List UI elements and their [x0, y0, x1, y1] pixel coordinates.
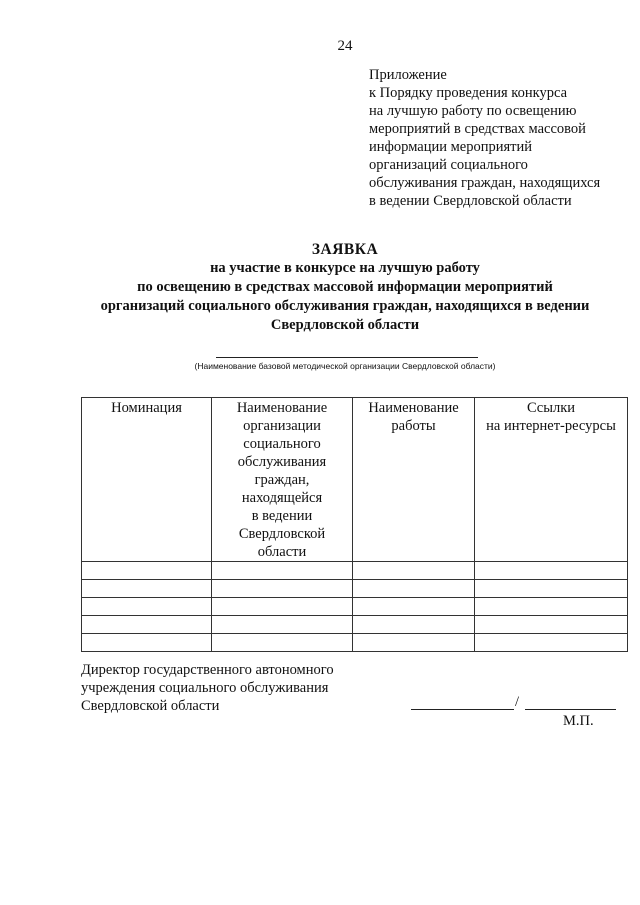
table-cell[interactable]	[82, 616, 212, 634]
signature-separator: /	[515, 694, 520, 710]
signature-line[interactable]	[411, 709, 514, 710]
table-cell[interactable]	[475, 634, 628, 652]
organization-name-caption: (Наименование базовой методической организации Свердловской области)	[194, 361, 496, 371]
director-line: Директор государственного автономного	[81, 662, 334, 678]
table-cell[interactable]	[475, 580, 628, 598]
appendix-line: в ведении Свердловской области	[369, 193, 572, 209]
table-cell[interactable]	[82, 562, 212, 580]
table-cell[interactable]	[475, 598, 628, 616]
organization-name-line[interactable]	[216, 357, 478, 358]
table-cell[interactable]	[353, 598, 475, 616]
director-line: Свердловской области	[81, 698, 220, 714]
seal-mark: М.П.	[563, 713, 594, 729]
appendix-note	[369, 66, 629, 210]
table-cell[interactable]	[212, 598, 353, 616]
table-cell[interactable]	[212, 616, 353, 634]
table-header-row	[82, 398, 628, 562]
table-row	[82, 598, 628, 616]
table-row	[82, 616, 628, 634]
signature-name-line[interactable]	[525, 709, 616, 710]
table-row	[82, 634, 628, 652]
appendix-line: Приложение	[369, 67, 447, 83]
header-nomination: Номинация	[82, 398, 212, 562]
table-cell[interactable]	[353, 580, 475, 598]
appendix-line: на лучшую работу по освещению	[369, 103, 577, 119]
table-cell[interactable]	[353, 562, 475, 580]
title-main: ЗАЯВКА	[311, 241, 379, 258]
table-cell[interactable]	[475, 616, 628, 634]
table-cell[interactable]	[353, 616, 475, 634]
table-cell[interactable]	[353, 634, 475, 652]
table-row	[82, 562, 628, 580]
table-cell[interactable]	[475, 562, 628, 580]
appendix-line: обслуживания граждан, находящихся	[369, 175, 601, 191]
header-work-name: Наименование работы	[353, 398, 475, 562]
table-cell[interactable]	[212, 580, 353, 598]
title-line: организаций социального обслуживания граждан, находящихся в ведении	[100, 298, 590, 314]
appendix-line: мероприятий в средствах массовой	[369, 121, 586, 137]
table-cell[interactable]	[212, 634, 353, 652]
appendix-line: организаций социального	[369, 157, 528, 173]
title-line: на участие в конкурсе на лучшую работу	[210, 260, 480, 276]
table-cell[interactable]	[82, 580, 212, 598]
application-table	[81, 397, 628, 652]
table-row	[82, 580, 628, 598]
director-block	[81, 661, 334, 715]
header-internet-links: Ссылки на интернет-ресурсы	[475, 398, 628, 562]
director-line: учреждения социального обслуживания	[81, 680, 329, 696]
document-title	[0, 240, 640, 335]
table-cell[interactable]	[82, 598, 212, 616]
title-line: по освещению в средствах массовой информации мероприятий	[137, 279, 553, 295]
page-number: 24	[337, 38, 353, 54]
appendix-line: к Порядку проведения конкурса	[369, 85, 568, 101]
appendix-line: информации мероприятий	[369, 139, 533, 155]
table-cell[interactable]	[82, 634, 212, 652]
header-organization-name: Наименование организации социального обслуживания граждан, находящейся в ведении Свердловской области	[212, 398, 353, 562]
table-cell[interactable]	[212, 562, 353, 580]
title-line: Свердловской области	[270, 317, 420, 333]
